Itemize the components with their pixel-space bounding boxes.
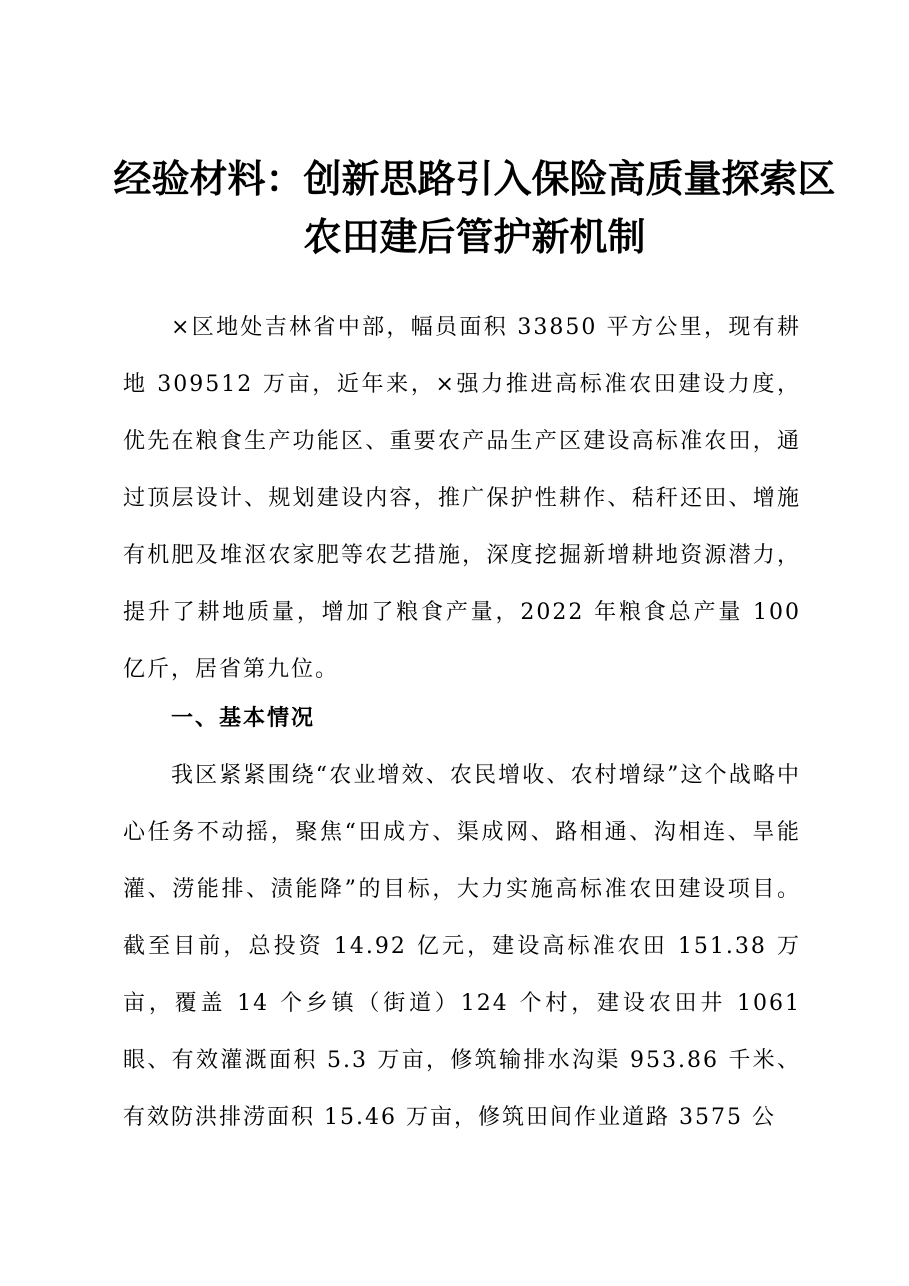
document-title: 经验材料：创新思路引入保险高质量探索区农田建后管护新机制: [113, 156, 836, 259]
body-paragraph: 我区紧紧围绕“农业增效、农民增收、农村增绿”这个战略中心任务不动摇，聚焦“田成方、渠成网、路相通、沟相连、旱能灌、涝能排、渍能降”的目标，大力实施高标准农田建设项目。截至目前，总投资 14.92 亿元，建设高标准农田 151.38 万亩，覆盖 14 个乡镇（街道）124 个村，建设农田井 1061 眼、有效灌溉面积 5.3 万亩，修筑输排水沟渠 953.86 千米、有效防洪排涝面积 15.46 万亩，修筑田间作业道路 3575 公: [123, 763, 801, 1130]
body-paragraph: ×区地处吉林省中部，幅员面积 33850 平方公里，现有耕地 309512 万亩，近年来，×强力推进高标准农田建设力度，优先在粮食生产功能区、重要农产品生产区建设高标准农田，通过顶层设计、规划建设内容，推广保护性耕作、秸秆还田、增施有机肥及堆沤农家肥等农艺措施，深度挖掘新增耕地资源潜力，提升了耕地质量，增加了粮食产量，2022 年粮食总产量 100 亿斤，居省第九位。: [123, 315, 801, 682]
section-heading: 一、基本情况: [171, 706, 316, 731]
